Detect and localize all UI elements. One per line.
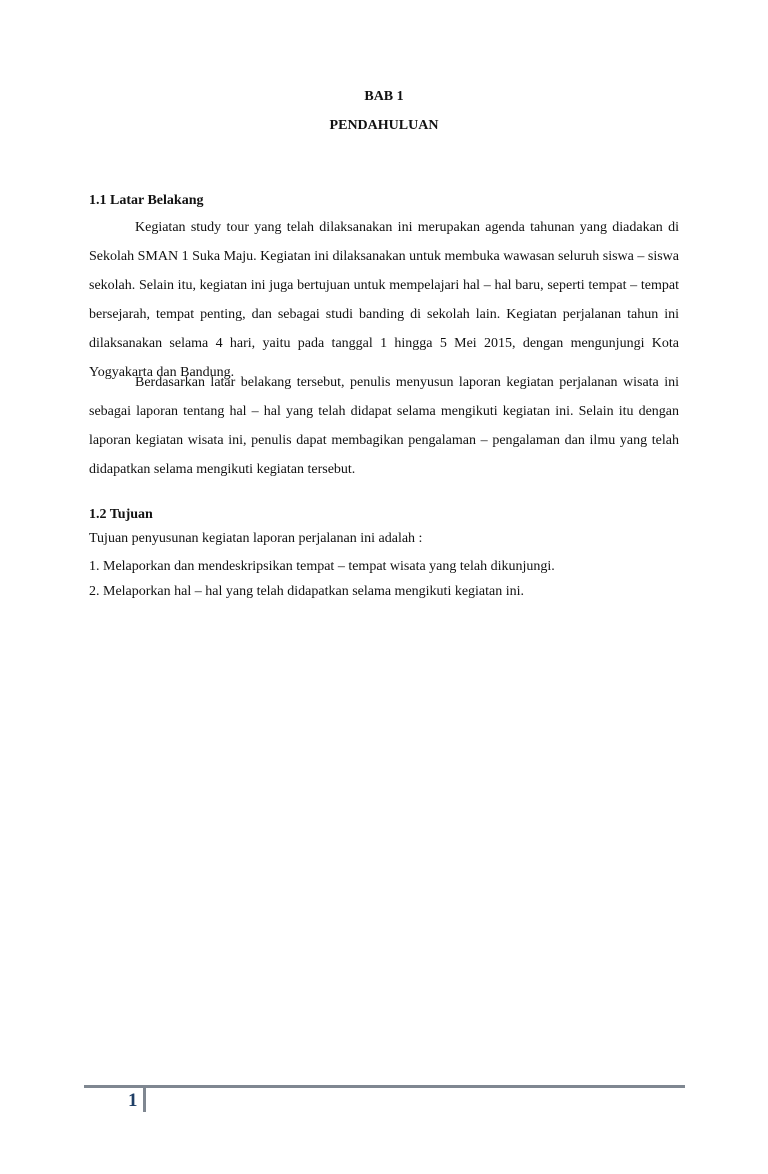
chapter-number-text: BAB 1 bbox=[364, 89, 404, 104]
chapter-title-text: PENDAHULUAN bbox=[329, 118, 439, 133]
list-item: 2. Melaporkan hal – hal yang telah didapatkan selama mengikuti kegiatan ini. bbox=[89, 584, 525, 599]
section-heading-latar-belakang: 1.1 Latar Belakang bbox=[89, 193, 204, 208]
paragraph-latar-belakang-2: Berdasarkan latar belakang tersebut, penulis menyusun laporan kegiatan perjalanan wisata ini sebagai laporan tentang hal – hal yang telah didapat selama mengikuti kegiatan ini. Selain itu dengan laporan kegiatan wisata ini, penulis dapat membagikan pengalaman – pengalaman dan ilmu yang telah didapatkan selama mengikuti kegiatan tersebut. bbox=[89, 375, 679, 477]
tujuan-intro: Tujuan penyusunan kegiatan laporan perjalanan ini adalah : bbox=[89, 531, 423, 546]
section-heading-tujuan: 1.2 Tujuan bbox=[89, 507, 153, 522]
paragraph-latar-belakang-1: Kegiatan study tour yang telah dilaksanakan ini merupakan agenda tahunan yang diadakan di Sekolah SMAN 1 Suka Maju. Kegiatan ini dilaksanakan untuk membuka wawasan seluruh siswa – siswa sekolah. Selain itu, kegiatan ini juga bertujuan untuk mempelajari hal – hal baru, seperti tempat – tempat bersejarah, tempat penting, dan sebagai studi banding di sekolah lain. Kegiatan perjalanan tahun ini dilaksanakan selama 4 hari, yaitu pada tanggal 1 hingga 5 Mei 2015, dengan mengunjungi Kota Yogyakarta dan Bandung. bbox=[89, 220, 679, 380]
footer-vertical-divider bbox=[143, 1088, 146, 1112]
footer-divider bbox=[84, 1085, 685, 1088]
list-item: 1. Melaporkan dan mendeskripsikan tempat – tempat wisata yang telah dikunjungi. bbox=[89, 559, 555, 574]
page-number: 1 bbox=[128, 1090, 138, 1111]
